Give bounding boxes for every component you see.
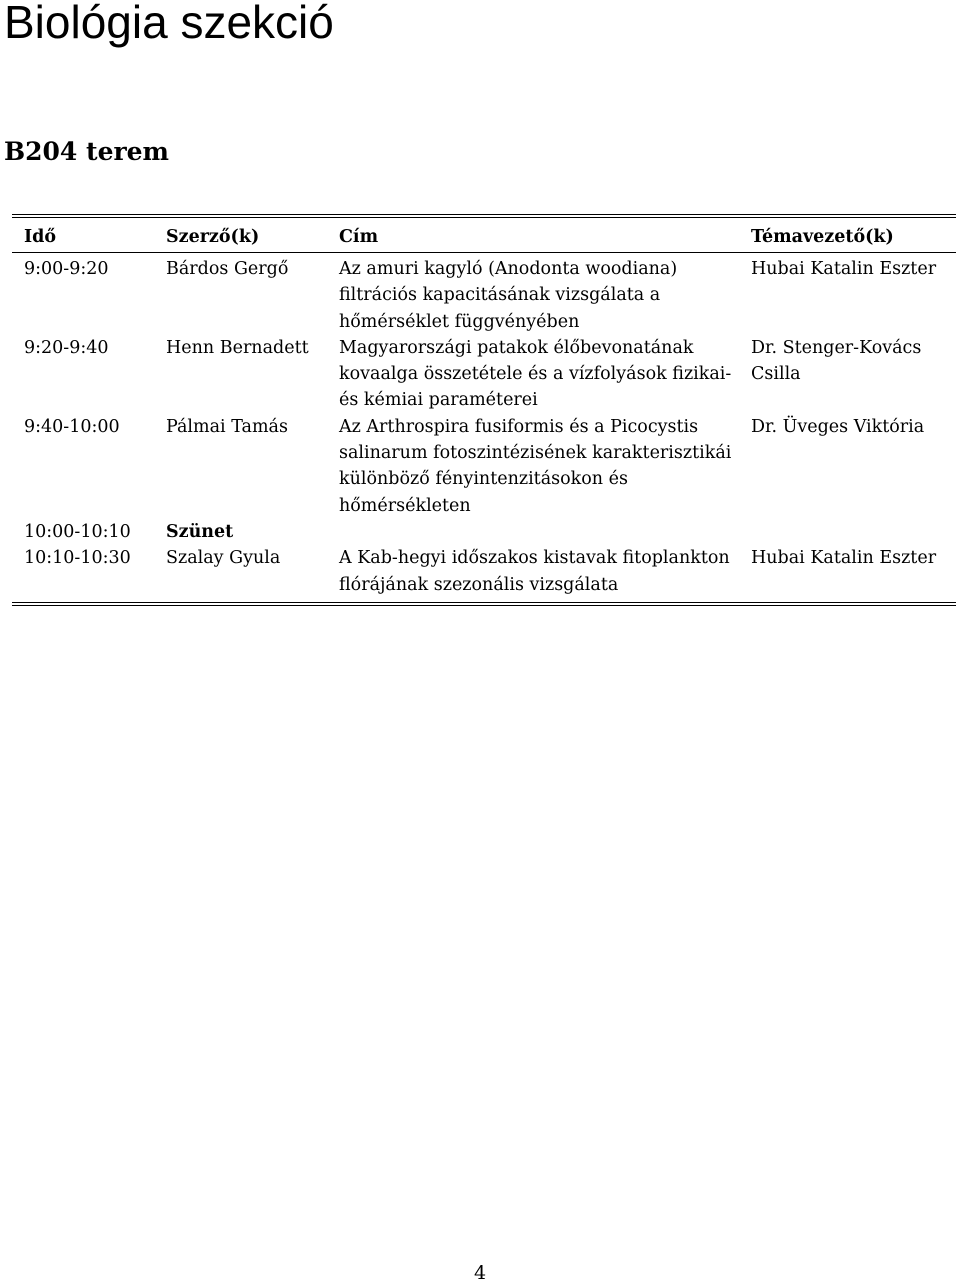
row-authors: Pálmai Tamás	[166, 416, 288, 437]
table-row	[12, 545, 956, 598]
row-time: 9:00-9:20	[24, 259, 109, 279]
row-authors: Henn Bernadett	[166, 337, 309, 358]
room-heading: B204 terem	[4, 137, 170, 166]
row-time: 10:10-10:30	[24, 548, 131, 569]
row-title: Magyarországi patakok élőbevonatának kovaalga összetétele és a vízfolyások fizikai- és kémiai paraméterei	[339, 337, 732, 411]
row-authors: Szalay Gyula	[166, 548, 281, 569]
page-title: Biológia szekció	[4, 0, 334, 48]
schedule-table-wrapper	[12, 214, 956, 606]
header-title: Cím	[339, 227, 379, 247]
page-number: 4	[473, 1262, 487, 1284]
table-row	[12, 335, 956, 414]
row-authors: Bárdos Gergő	[166, 259, 289, 279]
schedule-table	[12, 218, 956, 598]
break-label: Szünet	[166, 521, 234, 542]
table-row	[12, 253, 956, 335]
header-time: Idő	[24, 227, 57, 247]
table-bottom-rule	[12, 602, 956, 606]
row-time: 9:40-10:00	[24, 416, 120, 437]
header-authors: Szerző(k)	[166, 227, 260, 247]
row-supervisors: Hubai Katalin Eszter	[751, 548, 937, 569]
row-supervisors: Dr. Stenger-Kovács Csilla	[751, 337, 922, 385]
row-time: 10:00-10:10	[24, 521, 131, 542]
row-title: Az amuri kagyló (Anodonta woodiana) filtrációs kapacitásának vizsgálata a hőmérséklet függvényében	[339, 259, 678, 332]
row-title: A Kab-hegyi időszakos kistavak fitoplankton flórájának szezonális vizsgálata	[339, 548, 730, 595]
row-title: Az Arthrospira fusiformis és a Picocystis salinarum fotoszintézisének karakterisztikái különböző fényintenzitásokon és hőmérsékleten	[339, 416, 732, 516]
row-supervisors: Hubai Katalin Eszter	[751, 259, 937, 279]
table-row	[12, 414, 956, 519]
break-row	[12, 519, 956, 545]
header-supervisors: Témavezető(k)	[751, 227, 894, 247]
table-header-row	[12, 218, 956, 252]
row-supervisors: Dr. Üveges Viktória	[751, 416, 925, 437]
row-time: 9:20-9:40	[24, 337, 109, 358]
